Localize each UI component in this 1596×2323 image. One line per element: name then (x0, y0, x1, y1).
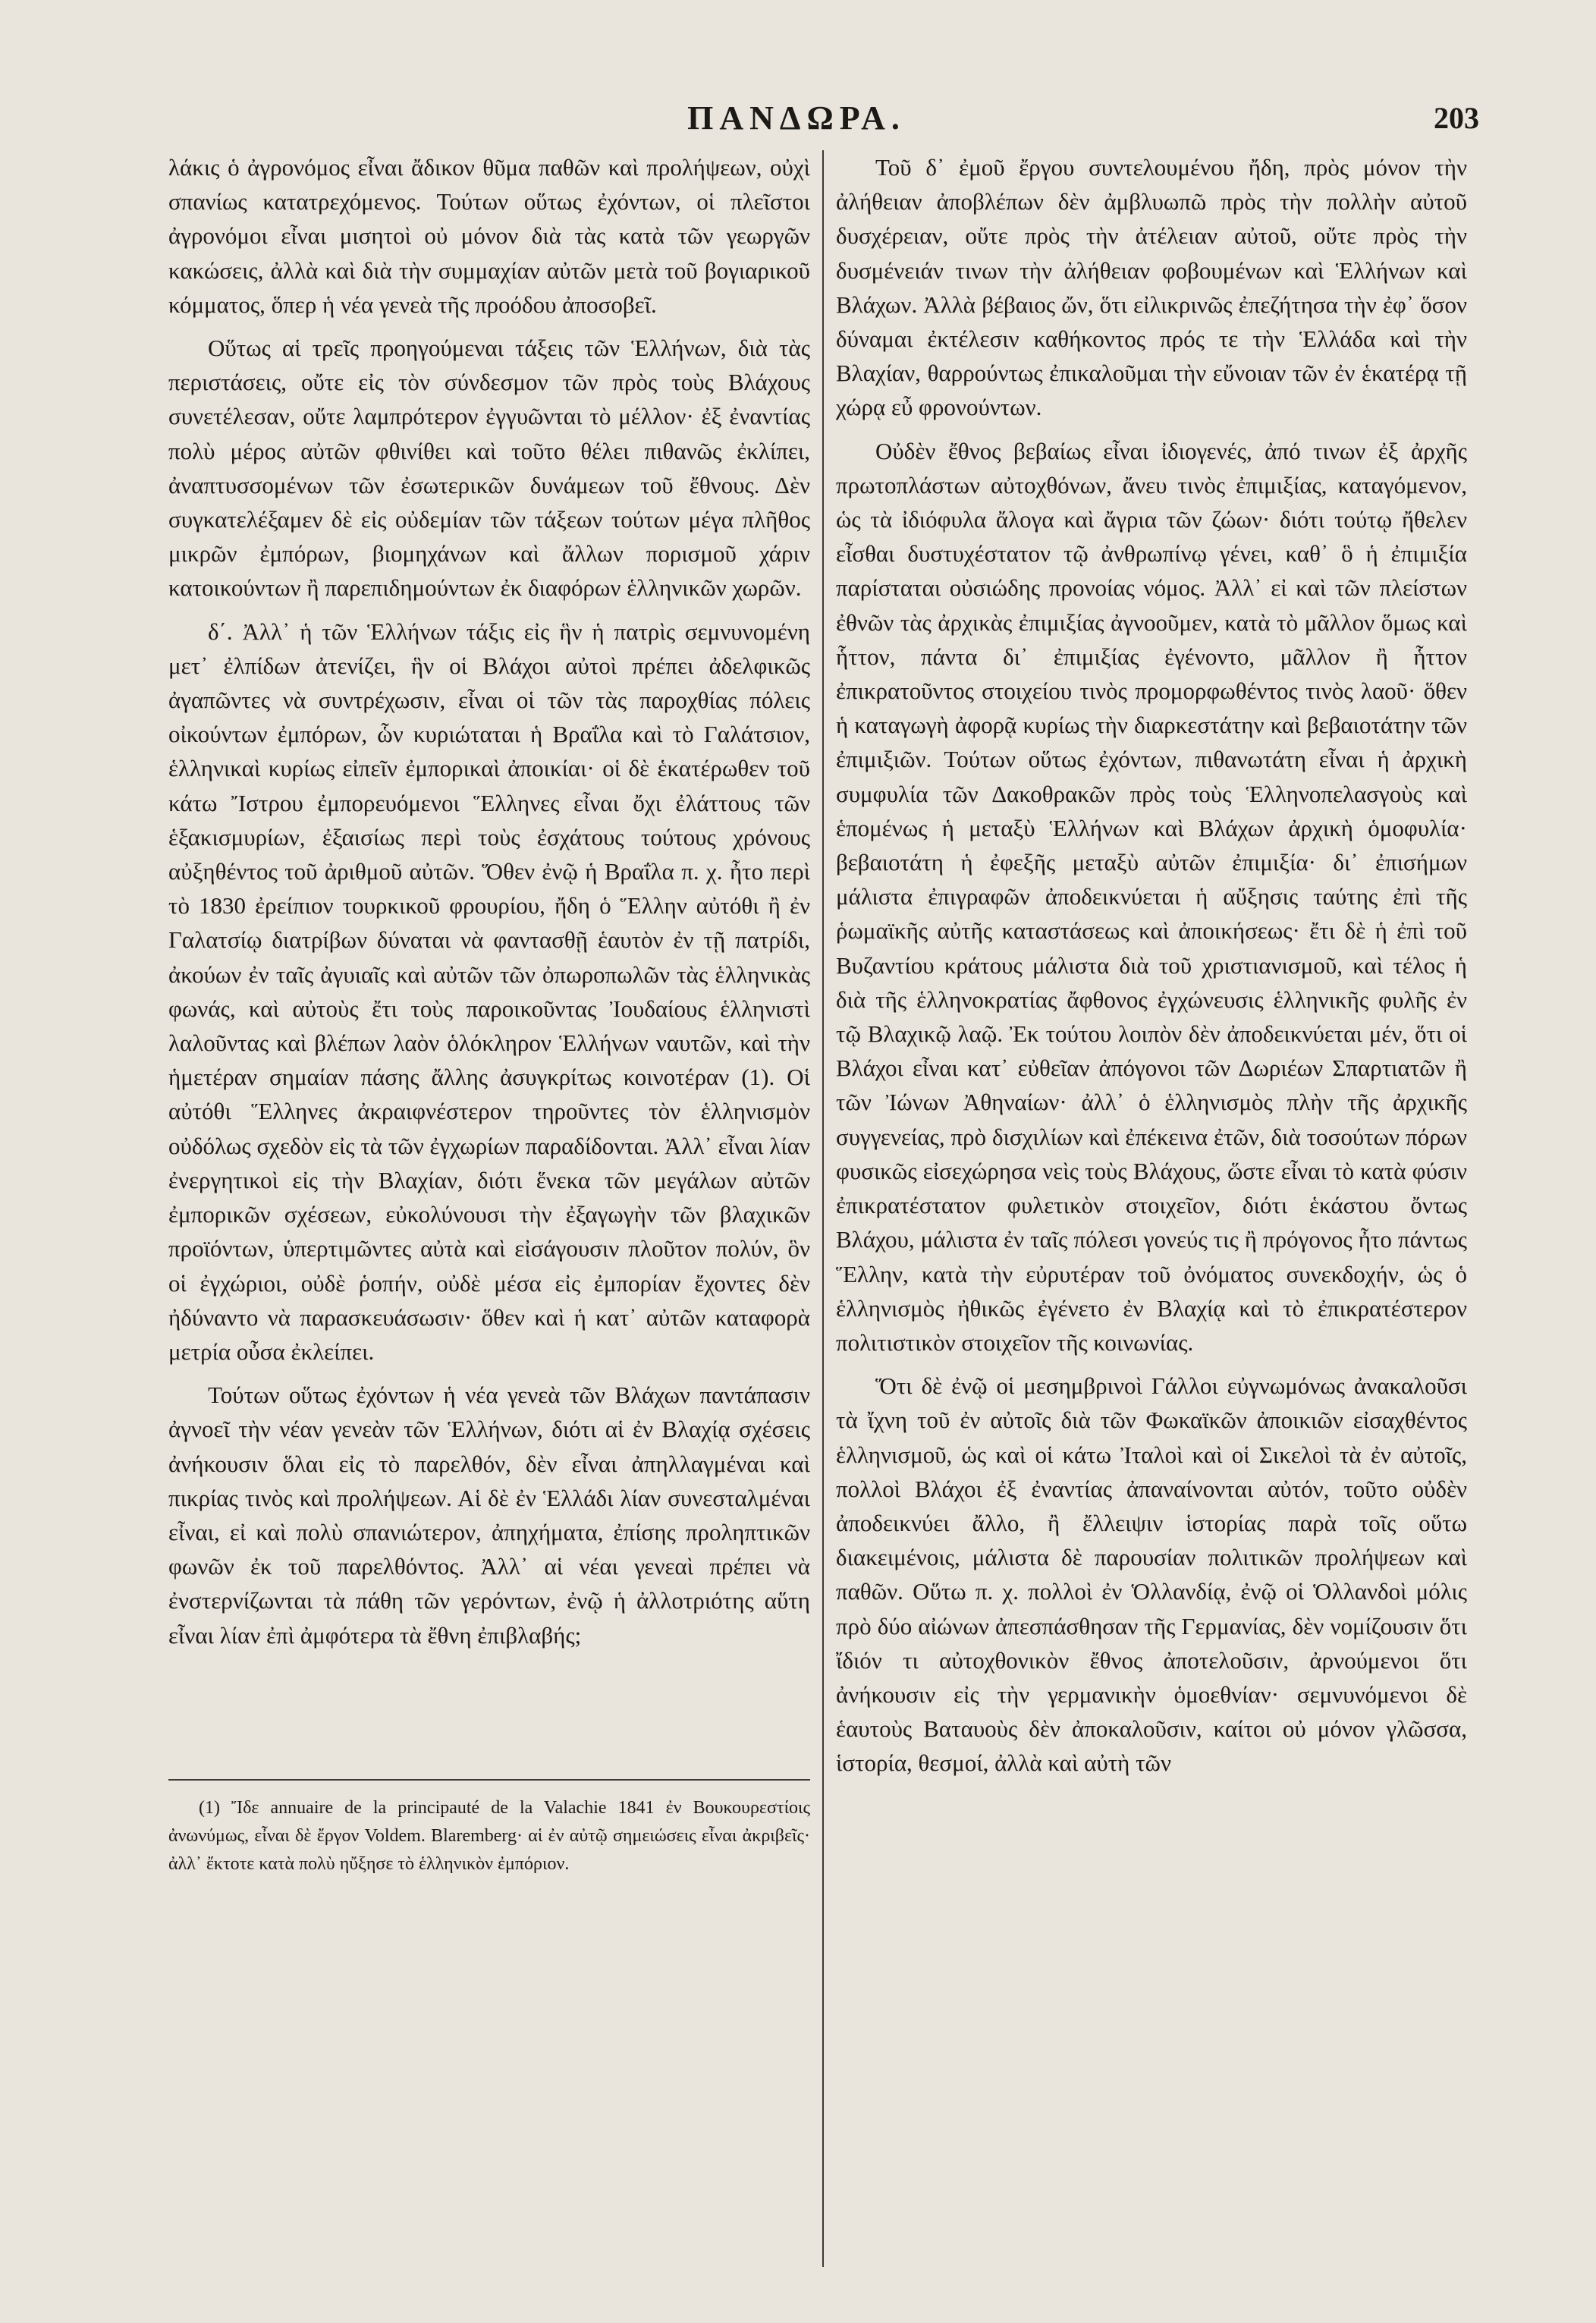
paragraph: δ΄. Ἀλλ᾽ ἡ τῶν Ἑλλήνων τάξις εἰς ἣν ἡ πατρὶς σεμνυνομένη μετ᾽ ἐλπίδων ἀτενίζει, ἣν οἱ Βλάχοι αὐτοὶ πρέπει ἀδελφικῶς ἀγαπῶντες νὰ συντρέχωσιν, εἶναι οἱ τῶν τὰς παροχθίας πόλεις οἰκούντων ἐμπόρων, ὧν κυριώταται ἡ Βραΐλα καὶ τὸ Γαλάτσιον, ἑλληνικαὶ κυρίως εἰπεῖν ἐμπορικαὶ ἀποικίαι· οἱ δὲ ἑκατέρωθεν τοῦ κάτω Ἴστρου ἐμπορευόμενοι Ἕλληνες εἶναι ὄχι ἐλάττους τῶν ἑξακισμυρίων, ἐξαισίως περὶ τοὺς ἐσχάτους τούτους χρόνους αὐξηθέντος τοῦ ἀριθμοῦ αὐτῶν. Ὅθεν ἐνῷ ἡ Βραΐλα π. χ. ἦτο περὶ τὸ 1830 ἐρείπιον τουρκικοῦ φρουρίου, ἤδη ὁ Ἕλλην αὐτόθι ἢ ἐν Γαλατσίῳ διατρίβων δύναται νὰ φαντασθῇ ἑαυτὸν ἐν τῇ πατρίδι, ἀκούων ἐν ταῖς ἀγυιαῖς καὶ αὐτῶν τῶν ὀπωροπωλῶν τὰς ἑλληνικὰς φωνάς, καὶ αὐτοὺς ἔτι τοὺς παροικοῦντας Ἰουδαίους ἑλληνιστὶ λαλοῦντας καὶ βλέπων λαὸν ὁλόκληρον Ἑλλήνων ναυτῶν, καὶ τὴν ἡμετέραν σημαίαν πάσης ἄλλης ἀσυγκρίτως κοινοτέραν (1). Οἱ αὐτόθι Ἕλληνες ἀκραιφνέστερον τηροῦντες τὸν ἑλληνισμὸν οὐδόλως σχεδὸν εἰς τὰ τῶν ἐγχωρίων παραδίδονται. Ἀλλ᾽ εἶναι λίαν ἐνεργητικοὶ εἰς τὴν Βλαχίαν, διότι ἕνεκα τῶν μεγάλων αὐτῶν ἐμπορικῶν σχέσεων, εὐκολύνουσι τὴν ἐξαγωγὴν τῶν βλαχικῶν προϊόντων, ὑπερτιμῶντες αὐτὰ καὶ εἰσάγουσιν πλοῦτον πολύν, ὃν οἱ ἐγχώριοι, οὐδὲ ῥοπήν, οὐδὲ μέσα εἰς ἐμπορίαν ἔχοντες δὲν ἠδύναντο νὰ παρασκευάσωσιν· ὅθεν καὶ ἡ κατ᾽ αὐτῶν καταφορὰ μετρία οὖσα ἐκλείπει. (168, 618, 810, 1365)
paragraph: Τοῦ δ᾽ ἐμοῦ ἔργου συντελουμένου ἤδη, πρὸς μόνον τὴν ἀλήθειαν ἀποβλέπων δὲν ἀμβλυωπῶ πρὸς τὴν πολλὴν αὐτοῦ δυσχέρειαν, οὔτε πρὸς τὴν ἀτέλειαν αὐτοῦ, οὔτε πρὸς τὴν δυσμένειάν τινων τὴν ἀλήθειαν φοβουμένων καὶ Ἑλλήνων καὶ Βλάχων. Ἀλλὰ βέβαιος ὤν, ὅτι εἰλικρινῶς ἐπεζήτησα τὴν ἐφ᾽ ὅσον δύναμαι ἐκτέλεσιν καθήκοντος πρός τε τὴν Ἑλλάδα καὶ τὴν Βλαχίαν, θαρρούντως ἐπικαλοῦμαι τὴν εὔνοιαν τῶν ἐν ἑκατέρᾳ τῇ χώρᾳ εὖ φρονούντων. (836, 154, 1467, 421)
page-number: 203 (1434, 101, 1479, 135)
footnote-text: (1) Ἴδε annuaire de la principauté de la Valachie 1841 ἐν Βουκουρεστίοις ἀνωνύμως, εἶναι δὲ ἔργον Voldem. Blaremberg· αἱ ἐν αὐτῷ σημειώσεις εἶναι ἀκριβεῖς· ἀλλ᾽ ἔκτοτε κατὰ πολὺ ηὔξησε τὸ ἑλληνικὸν ἐμπόριον. (168, 1798, 810, 1874)
journal-title: ΠΑΝΔΩΡΑ. (687, 99, 906, 137)
paragraph: Ὅτι δὲ ἐνῷ οἱ μεσημβρινοὶ Γάλλοι εὐγνωμόνως ἀνακαλοῦσι τὰ ἴχνη τοῦ ἐν αὐτοῖς διὰ τῶν Φωκαϊκῶν ἀποικιῶν εἰσαχθέντος ἑλληνισμοῦ, ὡς καὶ οἱ κάτω Ἰταλοὶ καὶ οἱ Σικελοὶ τὰ ἐν αὐτοῖς, πολλοὶ Βλάχοι ἐξ ἐναντίας ἀπαναίνονται αὐτόν, τοῦτο οὐδὲν ἀποδεικνύει ἄλλο, ἢ ἔλλειψιν ἱστορίας παρὰ τοῖς οὕτω διακειμένοις, μάλιστα δὲ παρουσίαν πολιτικῶν προλήψεων καὶ παθῶν. Οὕτω π. χ. πολλοὶ ἐν Ὁλλανδίᾳ, ἐνῷ οἱ Ὁλλανδοὶ μόλις πρὸ δύο αἰώνων ἀπεσπάσθησαν τῆς Γερμανίας, δὲν νομίζουσιν ὅτι ἴδιόν τι αὐτοχθονικὸν ἔθνος ἀποτελοῦσιν, ἀρνούμενοι ὅτι ἀνήκουσιν εἰς τὴν γερμανικὴν ὁμοεθνίαν· σεμνυνόμενοι δὲ ἑαυτοὺς Βαταυοὺς δὲν ἀποκαλοῦσιν, καίτοι οὐ μόνον γλῶσσα, ἱστορία, θεσμοί, ἀλλὰ καὶ αὐτὴ τῶν (836, 1372, 1467, 1777)
paragraph: Τούτων οὕτως ἐχόντων ἡ νέα γενεὰ τῶν Βλάχων παντάπασιν ἀγνοεῖ τὴν νέαν γενεὰν τῶν Ἑλλήνων, διότι αἱ ἐν Βλαχίᾳ σχέσεις ἀνήκουσιν ὅλαι εἰς τὸ παρελθόν, δὲν εἶναι ἀπηλλαγμέναι καὶ πικρίας τινὸς καὶ προλήψεων. Αἱ δὲ ἐν Ἑλλάδι λίαν συνεσταλμέναι εἶναι, εἰ καὶ πολὺ σπανιώτερον, ἀπηχήματα, ἐπίσης προληπτικῶν φωνῶν ἐκ τοῦ παρελθόντος. Ἀλλ᾽ αἱ νέαι γενεαὶ πρέπει νὰ ἐνστερνίζωνται τὰ πάθη τῶν γερόντων, ἐνῷ ἡ ἀλλοτριότης αὕτη εἶναι λίαν ἐπὶ ἀμφότερα τὰ ἔθνη ἐπιβλαβής; (168, 1382, 810, 1649)
paragraph: Οὕτως αἱ τρεῖς προηγούμεναι τάξεις τῶν Ἑλλήνων, διὰ τὰς περιστάσεις, οὔτε εἰς τὸν σύνδεσμον τῶν πρὸς τοὺς Βλάχους συνετέλεσαν, οὔτε λαμπρότερον ἐγγυῶνται τὸ μέλλον· ἐξ ἐναντίας πολὺ μέρος αὐτῶν φθινίθει καὶ τοῦτο θέλει πιθανῶς ἐκλίπει, ἀναπτυσσομένων τῶν ἐσωτερικῶν δυνάμεων τοῦ ἔθνους. Δὲν συγκατελέξαμεν δὲ εἰς οὐδεμίαν τῶν τάξεων τούτων μέγα πλῆθος μικρῶν ἐμπόρων, βιομηχάνων καὶ ἄλλων πορισμοῦ χάριν κατοικούντων ἢ παρεπιδημούντων ἐκ διαφόρων ἑλληνικῶν χωρῶν. (168, 335, 810, 602)
footnote (168, 1794, 810, 1878)
page-header (114, 99, 1479, 144)
right-column (836, 150, 1467, 1781)
footnote-rule (168, 1779, 810, 1781)
column-divider (822, 150, 824, 2267)
paragraph: λάκις ὁ ἀγρονόμος εἶναι ἄδικον θῦμα παθῶν καὶ προλήψεων, οὐχὶ σπανίως κατατρεχόμενος. Τούτων οὕτως ἐχόντων, οἱ πλεῖστοι ἀγρονόμοι εἶναι μισητοὶ οὐ μόνον διὰ τὰς κατὰ τῶν γεωργῶν κακώσεις, ἀλλὰ καὶ διὰ τὴν συμμαχίαν αὐτῶν μετὰ τοῦ βογιαρικοῦ κόμματος, ὅπερ ἡ νέα γενεὰ τῆς προόδου ἀποσοβεῖ. (168, 154, 810, 318)
paragraph: Οὐδὲν ἔθνος βεβαίως εἶναι ἰδιογενές, ἀπό τινων ἐξ ἀρχῆς πρωτοπλάστων αὐτοχθόνων, ἄνευ τινὸς ἐπιμιξίας, καταγόμενον, ὡς τὰ ἰδιόφυλα ἄλογα καὶ ἄγρια τῶν ζώων· διότι τούτῳ ἤθελεν εἶσθαι δυστυχέστατον τῷ ἀνθρωπίνῳ γένει, καθ᾽ ὃ ἡ ἐπιμιξία παρίσταται οὐσιώδης προνοίας νόμος. Ἀλλ᾽ εἰ καὶ τῶν πλείστων ἐθνῶν τὰς ἀρχικὰς ἐπιμιξίας ἀγνοοῦμεν, κατὰ τὸ μᾶλλον ὅμως καὶ ἧττον, πάντα δι᾽ ἐπιμιξίας ἐγένοντο, μᾶλλον ἢ ἧττον ἐπικρατοῦντος στοιχείου τινὸς προμορφωθέντος τινὸς λαοῦ· ὅθεν ἡ καταγωγὴ ἀφορᾷ κυρίως τὴν διαρκεστάτην καὶ βεβαιοτάτην τῶν ἐπιμιξιῶν. Τούτων οὕτως ἐχόντων, πιθανωτάτη εἶναι ἡ ἀρχικὴ συμφυλία τῶν Δακοθρακῶν πρὸς τοὺς Ἑλληνοπελασγοὺς καὶ ἑπομένως ἡ μεταξὺ Ἑλλήνων καὶ Βλάχων ἀρχικὴ ὁμοφυλία· βεβαιοτάτη ἡ ἐφεξῆς μεταξὺ αὐτῶν ἐπιμιξία· δι᾽ ἐπισήμων μάλιστα ἐπιγραφῶν ἀποδεικνύεται ἡ αὔξησις ταύτης ἐπὶ τῆς ῥωμαϊκῆς αὐτῆς καταστάσεως καὶ ἀποικήσεως· ἔτι δὲ ἡ ἐπὶ τοῦ Βυζαντίου κράτους μάλιστα διὰ τοῦ χριστιανισμοῦ, καὶ τέλος ἡ διὰ τῆς ἑλληνοκρατίας ἄφθονος ἐγχώνευσις ἑλληνικῆς φυλῆς ἐν τῷ Βλαχικῷ λαῷ. Ἐκ τούτου λοιπὸν δὲν ἀποδεικνύεται μέν, ὅτι οἱ Βλάχοι εἶναι κατ᾽ εὐθεῖαν ἀπόγονοι τῶν Δωριέων Σπαρτιατῶν ἢ τῶν Ἰώνων Ἀθηναίων· ἀλλ᾽ ὁ ἑλληνισμὸς πλὴν τῆς ἀρχικῆς συγγενείας, πρὸ δισχιλίων καὶ ἐπέκεινα ἐτῶν, διὰ τοσούτων πόρων φυσικῶς εἰσεχώρησα νεὶς τοὺς Βλάχους, ὥστε εἶναι τὸ κατὰ φύσιν ἐπικρατέστατον φυλετικὸν στοιχεῖον, διότι ἑκάστου ὄντως Βλάχου, μάλιστα ἐν ταῖς πόλεσι γονεύς τις ἢ πρόγονος ἦτο πάντως Ἕλλην, κατὰ τὴν εὐρυτέραν τοῦ ὀνόματος συνεκδοχήν, ὡς ὁ ἑλληνισμὸς ἠθικῶς ἐγένετο ἐν Βλαχίᾳ καὶ τὸ ἐπικρατέστερον πολιτιστικὸν στοιχεῖον τῆς κοινωνίας. (836, 437, 1467, 1356)
left-column (168, 150, 810, 1652)
